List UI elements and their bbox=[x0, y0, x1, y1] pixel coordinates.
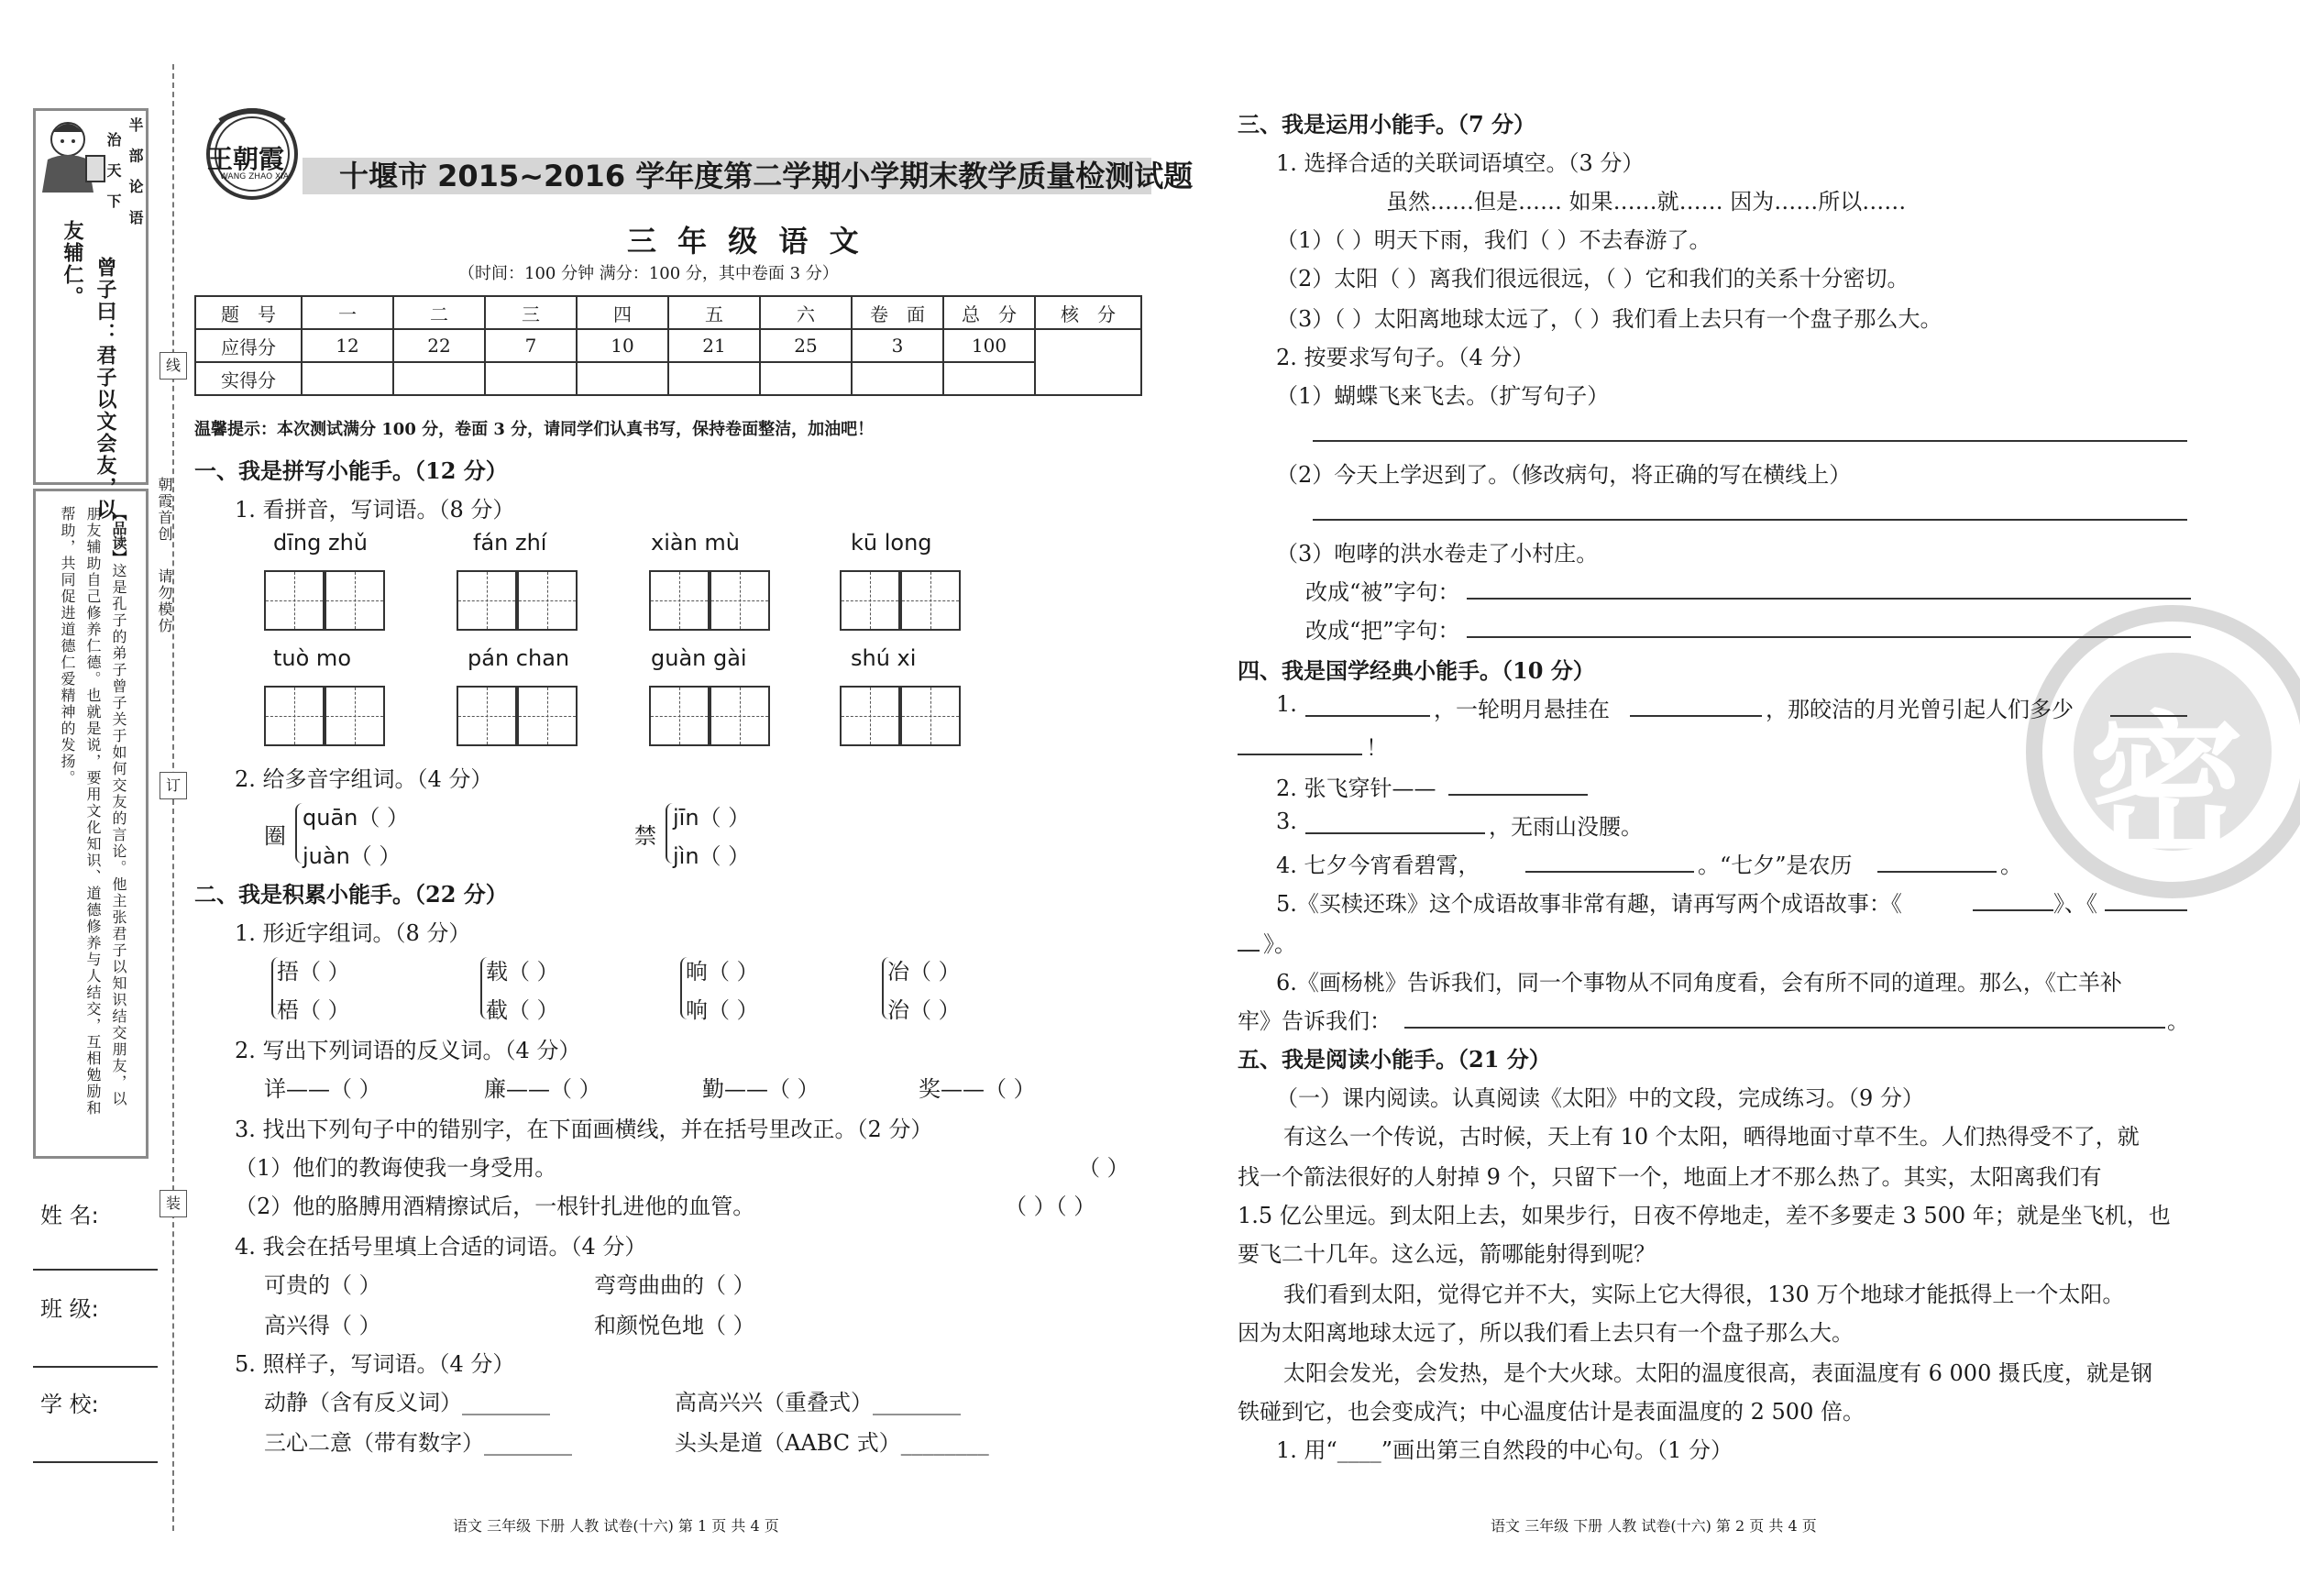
page-footer-left: 语文 三年级 下册 人教 试卷(十六) 第 1 页 共 4 页 bbox=[453, 1517, 779, 1535]
polyphone-item[interactable]: jīn（ ） bbox=[673, 805, 751, 831]
similar-char-item[interactable]: 捂（ ） bbox=[277, 959, 350, 985]
score-cell: 12 bbox=[302, 329, 393, 362]
fill-item[interactable]: 高兴得（ ） bbox=[264, 1313, 381, 1338]
reading-paragraph-line: 铁碰到它，也会变成汽；中心温度估计是表面温度的 2 500 倍。 bbox=[1238, 1399, 1865, 1425]
classic-q4-text: 。“七夕”是农历 bbox=[1698, 853, 1853, 878]
school-field-label: 学 校: bbox=[40, 1392, 99, 1417]
similar-char-item[interactable]: 治（ ） bbox=[887, 997, 961, 1023]
table-header-cell: 五 bbox=[668, 296, 760, 329]
reading-paragraph-line: 1.5 亿公里远。到太阳上去，如果步行，日夜不停地走，差不多要走 3 500 年；就是坐飞机，也 bbox=[1238, 1203, 2171, 1228]
motto-line-1: 曾子曰：君子以文会友，以 bbox=[94, 257, 117, 521]
classic-q6-end: 。 bbox=[2167, 1008, 2189, 1034]
side-note: 请勿模仿 bbox=[156, 568, 173, 634]
reading-paragraph-line: 有这么一个传说，古时候，天上有 10 个太阳，晒得地面寸草不生。人们热得受不了，就 bbox=[1283, 1124, 2140, 1150]
similar-char-item[interactable]: 响（ ） bbox=[686, 997, 759, 1023]
writing-grid-box[interactable] bbox=[517, 686, 578, 746]
reading-paragraph-line: 我们看到太阳，觉得它并不大，实际上它大得很，130 万个地球才能抵得上一个太阳。 bbox=[1283, 1282, 2125, 1307]
score-cell: 3 bbox=[852, 329, 943, 362]
logo-text: 王朝霞 bbox=[207, 144, 285, 174]
pattern-item[interactable]: 头头是道（AABC 式）________ bbox=[675, 1430, 989, 1456]
table-header-cell: 三 bbox=[485, 296, 577, 329]
writing-grid-box[interactable] bbox=[457, 686, 517, 746]
row-label: 应得分 bbox=[195, 329, 302, 362]
table-header-cell: 一 bbox=[302, 296, 393, 329]
earned-cell[interactable] bbox=[668, 362, 760, 395]
earned-cell[interactable] bbox=[485, 362, 577, 395]
brand-title: 半 部 论 语 bbox=[127, 117, 144, 230]
answer-blank[interactable] bbox=[1973, 909, 2053, 911]
similar-char-item[interactable]: 晌（ ） bbox=[686, 959, 759, 985]
table-header-cell: 总 分 bbox=[943, 296, 1035, 329]
earned-cell[interactable] bbox=[577, 362, 668, 395]
subject-title: 三 年 级 语 文 bbox=[627, 224, 864, 259]
similar-char-item[interactable]: 梧（ ） bbox=[277, 997, 350, 1023]
rewrite-prompt: （2）今天上学迟到了。（修改病句，将正确的写在横线上） bbox=[1276, 462, 1852, 488]
reading-paragraph-line: 太阳会发光，会发热，是个大火球。太阳的温度很高，表面温度有 6 000 摄氏度，就是钢 bbox=[1283, 1360, 2152, 1386]
typo-sentence: （2）他的胳膊用酒精擦试后，一根针扎进他的血管。 bbox=[235, 1194, 755, 1219]
answer-line[interactable] bbox=[1404, 1027, 2165, 1029]
cut-label: 线 bbox=[160, 352, 187, 380]
name-field-label: 姓 名: bbox=[40, 1203, 99, 1228]
classic-q3-num: 3. bbox=[1276, 809, 1297, 834]
earned-cell[interactable] bbox=[302, 362, 393, 395]
class-field[interactable] bbox=[33, 1366, 158, 1368]
classic-q5-text: 5.《买椟还珠》这个成语故事非常有趣，请再写两个成语故事：《 bbox=[1276, 891, 1902, 917]
classic-q5-end: 》。 bbox=[1263, 931, 1296, 957]
answer-blank[interactable] bbox=[2105, 909, 2187, 911]
motto-box bbox=[33, 108, 149, 485]
rewrite-prompt: （3）咆哮的洪水卷走了小村庄。 bbox=[1276, 541, 1599, 567]
writing-grid-box[interactable] bbox=[649, 570, 710, 631]
earned-cell[interactable] bbox=[943, 362, 1035, 395]
writing-grid-box[interactable] bbox=[649, 686, 710, 746]
classic-q3-text: ，无雨山没腰。 bbox=[1489, 814, 1643, 840]
polyphone-item[interactable]: jìn（ ） bbox=[673, 843, 751, 869]
writing-grid-box[interactable] bbox=[840, 686, 900, 746]
similar-char-item[interactable]: 冶（ ） bbox=[887, 959, 961, 985]
polyphone-item[interactable]: quān（ ） bbox=[303, 805, 409, 831]
section-3-title: 三、我是运用小能手。（7 分） bbox=[1238, 111, 1536, 138]
question-1-2: 2. 给多音字组词。（4 分） bbox=[235, 766, 493, 792]
side-note: 朝霞首创 bbox=[156, 477, 173, 543]
cut-label: 装 bbox=[160, 1190, 187, 1217]
classic-q4-text: 4. 七夕今宵看碧霄， bbox=[1276, 853, 1480, 878]
table-header-cell: 六 bbox=[760, 296, 852, 329]
commentary-label: 【品读】 bbox=[110, 506, 127, 565]
classic-q1-text: ，一轮明月悬挂在 bbox=[1434, 697, 1610, 722]
answer-blank[interactable] bbox=[1525, 871, 1694, 873]
pattern-item[interactable]: 三心二意（带有数字）________ bbox=[264, 1430, 572, 1456]
conjunction-sentence[interactable]: （1）（ ）明天下雨，我们（ ）不去春游了。 bbox=[1276, 227, 1711, 253]
earned-cell[interactable] bbox=[393, 362, 485, 395]
polyphone-item[interactable]: juàn（ ） bbox=[303, 843, 402, 869]
score-cell: 100 bbox=[943, 329, 1035, 362]
table-header-cell: 题 号 bbox=[195, 296, 302, 329]
question-3-2: 2. 按要求写句子。（4 分） bbox=[1276, 345, 1535, 370]
writing-grid-box[interactable] bbox=[900, 686, 961, 746]
rewrite-label: 改成“被”字句： bbox=[1305, 579, 1460, 605]
score-cell: 7 bbox=[485, 329, 577, 362]
answer-blank[interactable] bbox=[1877, 871, 1997, 873]
fill-item[interactable]: 可贵的（ ） bbox=[264, 1272, 381, 1298]
reading-paragraph-line: 找一个箭法很好的人射掉 9 个，只留下一个，地面上才不那么热了。其实，太阳离我们有 bbox=[1238, 1164, 2102, 1190]
answer-blank[interactable] bbox=[1238, 754, 1362, 755]
reading-paragraph-line: 要飞二十几年。这么远，箭哪能射得到呢？ bbox=[1238, 1241, 1656, 1267]
fill-item[interactable]: 和颜悦色地（ ） bbox=[594, 1313, 755, 1338]
section-1-title: 一、我是拼写小能手。（12 分） bbox=[194, 457, 508, 484]
class-field-label: 班 级: bbox=[40, 1296, 99, 1322]
classic-q4-end: 。 bbox=[2000, 853, 2022, 878]
antonym-item[interactable]: 勤——（ ） bbox=[702, 1076, 820, 1102]
writing-grid-box[interactable] bbox=[710, 570, 770, 631]
rewrite-label: 改成“把”字句： bbox=[1305, 618, 1460, 644]
classic-q6-text: 6.《画杨桃》告诉我们，同一个事物从不同角度看，会有所不同的道理。那么，《亡羊补 bbox=[1276, 970, 2122, 996]
row-label: 实得分 bbox=[195, 362, 302, 395]
reading-paragraph-line: 因为太阳离地球太远了，所以我们看上去只有一个盘子那么大。 bbox=[1238, 1320, 1854, 1346]
earned-cell[interactable] bbox=[852, 362, 943, 395]
classic-q1-num: 1. bbox=[1276, 691, 1297, 717]
name-field[interactable] bbox=[33, 1269, 158, 1271]
answer-blank[interactable] bbox=[2110, 715, 2187, 717]
question-2-4: 4. 我会在括号里填上合适的词语。（4 分） bbox=[235, 1234, 647, 1260]
reading-subtitle: （一）课内阅读。认真阅读《太阳》中的文段，完成练习。（9 分） bbox=[1276, 1085, 1924, 1111]
score-cell: 10 bbox=[577, 329, 668, 362]
writing-grid-box[interactable] bbox=[457, 570, 517, 631]
pattern-item[interactable]: 动静（含有反义词）________ bbox=[264, 1390, 550, 1415]
score-cell: 25 bbox=[760, 329, 852, 362]
score-cell: 21 bbox=[668, 329, 760, 362]
pinyin: shú xi bbox=[851, 645, 917, 671]
polyphone-char: 圈 bbox=[264, 823, 286, 849]
brand-subtitle: 治 天 下 bbox=[105, 132, 122, 215]
pinyin: fán zhí bbox=[473, 530, 547, 556]
table-header-cell: 核 分 bbox=[1035, 296, 1141, 329]
commentary-line: 帮助，共同促进道德仁爱精神的发扬。 bbox=[59, 506, 76, 787]
similar-char-item[interactable]: 截（ ） bbox=[486, 997, 559, 1023]
answer-line[interactable] bbox=[1467, 636, 2191, 638]
score-cell: 22 bbox=[393, 329, 485, 362]
pinyin: xiàn mù bbox=[651, 530, 741, 556]
reading-question-1: 1. 用“____”画出第三自然段的中心句。（1 分） bbox=[1276, 1437, 1733, 1463]
table-header-cell: 四 bbox=[577, 296, 668, 329]
pinyin: guàn gài bbox=[651, 645, 747, 671]
question-3-1: 1. 选择合适的关联词语填空。（3 分） bbox=[1276, 150, 1645, 176]
confidential-seal-char: 密 bbox=[2088, 696, 2245, 879]
answer-blank[interactable] bbox=[1630, 715, 1762, 717]
writing-grid-box[interactable] bbox=[517, 570, 578, 631]
classic-q5-text: 》、《 bbox=[2053, 891, 2097, 917]
answer-blank[interactable] bbox=[1305, 715, 1430, 717]
antonym-item[interactable]: 廉——（ ） bbox=[484, 1076, 601, 1102]
classic-q1-text: ，那皎洁的月光曾引起人们多少 bbox=[1766, 697, 2074, 722]
conjunction-sentence[interactable]: （3）（ ）太阳离地球太远了，（ ）我们看上去只有一个盘子那么大。 bbox=[1276, 306, 1942, 332]
writing-grid-box[interactable] bbox=[264, 570, 325, 631]
answer-blank[interactable] bbox=[1305, 832, 1485, 834]
logo-subtext: WANG ZHAO XIA bbox=[220, 172, 289, 182]
antonym-item[interactable]: 详——（ ） bbox=[264, 1076, 381, 1102]
commentary-line: 朋友辅助自己修养仁德。也就是说，要用文化知识、道德修养与人结交，互相勉励和 bbox=[84, 506, 102, 1117]
correction-blank[interactable]: （ ）（ ） bbox=[1005, 1194, 1096, 1219]
classic-q2: 2. 张飞穿针—— bbox=[1276, 776, 1436, 801]
writing-grid-box[interactable] bbox=[840, 570, 900, 631]
pinyin: tuò mo bbox=[273, 645, 351, 671]
tip-text: 温馨提示：本次测试满分 100 分，卷面 3 分，请同学们认真书写，保持卷面整洁，加油吧！ bbox=[194, 420, 875, 439]
pinyin: pán chan bbox=[468, 645, 570, 671]
question-2-3: 3. 找出下列句子中的错别字，在下面画横线，并在括号里改正。（2 分） bbox=[235, 1117, 933, 1142]
question-1-1: 1. 看拼音，写词语。（8 分） bbox=[235, 497, 515, 523]
conjunction-sentence[interactable]: （2）太阳（ ）离我们很远很远，（ ）它和我们的关系十分密切。 bbox=[1276, 266, 1909, 292]
question-2-2: 2. 写出下列词语的反义词。（4 分） bbox=[235, 1038, 581, 1063]
answer-blank[interactable] bbox=[1238, 950, 1260, 952]
section-4-title: 四、我是国学经典小能手。（10 分） bbox=[1238, 657, 1595, 684]
writing-grid-box[interactable] bbox=[900, 570, 961, 631]
section-2-title: 二、我是积累小能手。（22 分） bbox=[194, 881, 508, 908]
motto-line-2: 友辅仁。 bbox=[61, 220, 84, 308]
question-2-1: 1. 形近字组词。（8 分） bbox=[235, 920, 471, 946]
writing-grid-box[interactable] bbox=[325, 686, 385, 746]
pinyin: kū long bbox=[851, 530, 932, 556]
page-footer-right: 语文 三年级 下册 人教 试卷(十六) 第 2 页 共 4 页 bbox=[1491, 1517, 1817, 1535]
exam-title: 十堰市 2015~2016 学年度第二学期小学期末教学质量检测试题 bbox=[339, 159, 1194, 193]
answer-blank[interactable] bbox=[1448, 794, 1588, 796]
antonym-item[interactable]: 奖——（ ） bbox=[919, 1076, 1036, 1102]
writing-grid-box[interactable] bbox=[710, 686, 770, 746]
school-field[interactable] bbox=[33, 1461, 158, 1463]
typo-sentence: （1）他们的教诲使我一身受用。 bbox=[235, 1155, 557, 1181]
polyphone-char: 禁 bbox=[634, 823, 656, 849]
earned-cell[interactable] bbox=[760, 362, 852, 395]
check-cell[interactable] bbox=[1035, 329, 1141, 395]
fill-item[interactable]: 弯弯曲曲的（ ） bbox=[594, 1272, 755, 1298]
pinyin: dīng zhǔ bbox=[273, 530, 368, 556]
table-header-cell: 二 bbox=[393, 296, 485, 329]
score-table bbox=[194, 295, 1142, 396]
classic-q6-text: 牢》告诉我们： bbox=[1238, 1008, 1392, 1034]
writing-grid-box[interactable] bbox=[325, 570, 385, 631]
pattern-item[interactable]: 高高兴兴（重叠式）________ bbox=[675, 1390, 961, 1415]
correction-blank[interactable]: （ ） bbox=[1078, 1155, 1129, 1181]
classic-q1-end: ！ bbox=[1366, 735, 1388, 761]
rewrite-prompt: （1）蝴蝶飞来飞去。（扩写句子） bbox=[1276, 383, 1610, 409]
answer-line[interactable] bbox=[1467, 598, 2191, 600]
conjunction-options: 虽然……但是…… 如果……就…… 因为……所以…… bbox=[1386, 189, 1907, 215]
answer-line[interactable] bbox=[1313, 519, 2187, 521]
commentary-line: 这是孔子的弟子曾子关于如何交友的言论。他主张君子以知识结交朋友，以 bbox=[110, 563, 127, 1107]
cut-label: 订 bbox=[160, 772, 187, 799]
question-2-5: 5. 照样子，写词语。（4 分） bbox=[235, 1351, 515, 1377]
table-header-cell: 卷 面 bbox=[852, 296, 943, 329]
similar-char-item[interactable]: 载（ ） bbox=[486, 959, 559, 985]
time-info: （时间：100 分钟 满分：100 分，其中卷面 3 分） bbox=[458, 264, 839, 283]
section-5-title: 五、我是阅读小能手。（21 分） bbox=[1238, 1046, 1551, 1073]
writing-grid-box[interactable] bbox=[264, 686, 325, 746]
answer-line[interactable] bbox=[1313, 440, 2187, 442]
